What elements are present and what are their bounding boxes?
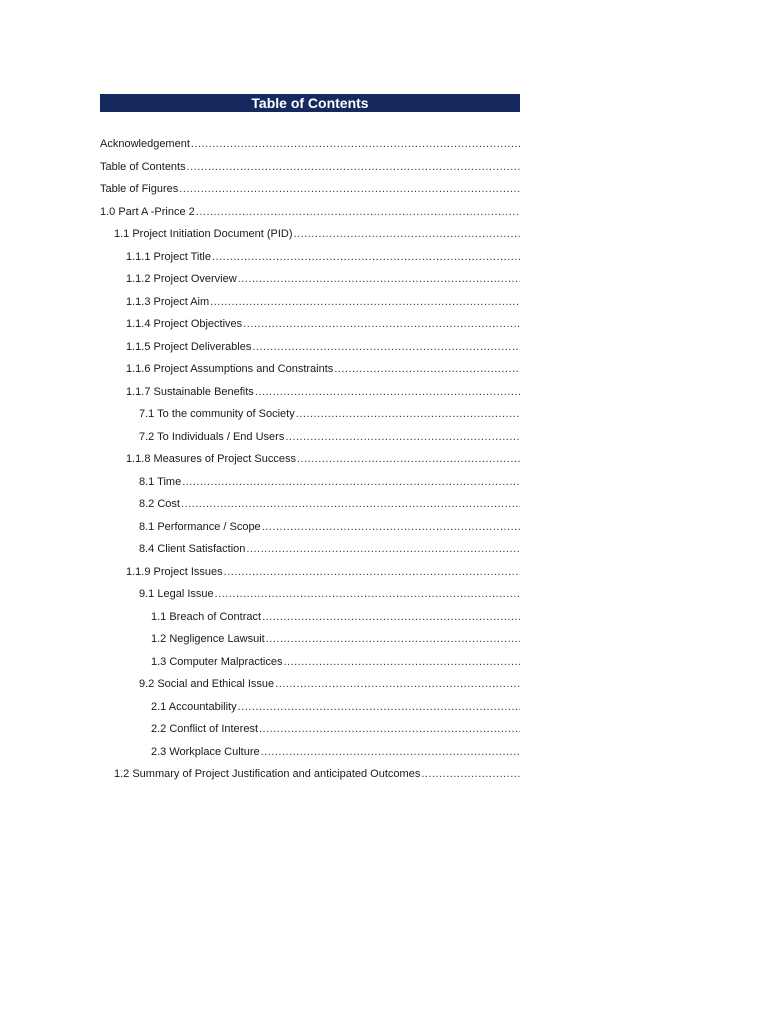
toc-entry[interactable] bbox=[0, 313, 768, 336]
toc-entry[interactable] bbox=[0, 516, 768, 539]
dot-leader bbox=[182, 471, 520, 494]
toc-entry[interactable] bbox=[0, 583, 768, 606]
toc-entry-label: 2.2 Conflict of Interest bbox=[151, 723, 258, 735]
toc-entry-label: Table of Contents bbox=[100, 160, 186, 173]
toc-entry-label: 9.2 Social and Ethical Issue bbox=[139, 678, 275, 690]
toc-entry[interactable] bbox=[0, 426, 768, 449]
toc-entry-label: 1.1 Breach of Contract bbox=[151, 610, 262, 623]
toc-entry-label: 7.1 To the community of Society bbox=[139, 408, 295, 420]
toc-entry[interactable] bbox=[0, 493, 768, 516]
dot-leader bbox=[297, 448, 520, 471]
dot-leader bbox=[296, 403, 520, 426]
toc-entry[interactable] bbox=[0, 448, 768, 471]
dot-leader bbox=[215, 583, 520, 606]
toc-entry-label: 9.1 Legal Issue bbox=[139, 588, 214, 600]
toc-entry[interactable] bbox=[0, 291, 768, 314]
toc-entry-label: 1.1.4 Project Objectives bbox=[126, 318, 243, 330]
dot-leader bbox=[421, 763, 520, 786]
toc-entry-label: 8.2 Cost bbox=[139, 498, 180, 510]
dot-leader bbox=[246, 538, 520, 561]
dot-leader bbox=[262, 516, 520, 539]
toc-entry-label: 1.1.5 Project Deliverables bbox=[126, 340, 252, 353]
toc-entry-label: 1.3 Computer Malpractices bbox=[151, 655, 283, 668]
dot-leader bbox=[262, 606, 520, 629]
dot-leader bbox=[210, 291, 520, 314]
toc-entry[interactable] bbox=[0, 223, 768, 246]
dot-leader bbox=[275, 673, 520, 696]
toc-title: Table of Contents bbox=[100, 94, 520, 112]
dot-leader bbox=[187, 156, 520, 179]
toc-entry-label: 1.1.8 Measures of Project Success bbox=[126, 453, 296, 465]
toc-entry-label: 1.1.6 Project Assumptions and Constraints bbox=[126, 363, 334, 375]
toc-entry[interactable] bbox=[0, 628, 768, 651]
dot-leader bbox=[294, 223, 520, 246]
toc-entry-label: 1.1.3 Project Aim bbox=[126, 295, 210, 308]
toc-entry-label: Acknowledgement bbox=[100, 138, 190, 150]
toc-entry-label: 1.1 Project Initiation Document (PID) bbox=[114, 228, 293, 240]
toc-entry-label: 2.1 Accountability bbox=[151, 700, 237, 713]
dot-leader bbox=[212, 246, 520, 269]
toc-entry-label: 1.1.9 Project Issues bbox=[126, 565, 223, 578]
dot-leader bbox=[181, 493, 520, 516]
dot-leader bbox=[238, 696, 520, 719]
toc-entry[interactable] bbox=[0, 246, 768, 269]
toc-entry-label: 1.2 Summary of Project Justification and anticipated Outcomes bbox=[114, 768, 421, 780]
toc-entry-label: 8.1 Time bbox=[139, 475, 182, 488]
dot-leader bbox=[255, 381, 520, 404]
toc-entry[interactable] bbox=[0, 696, 768, 719]
toc-entry[interactable] bbox=[0, 763, 768, 786]
dot-leader bbox=[196, 201, 520, 224]
toc-entry-label: 7.2 To Individuals / End Users bbox=[139, 430, 285, 443]
toc-entry-label: 1.1.2 Project Overview bbox=[126, 273, 237, 285]
toc-entry-label: 1.0 Part A -Prince 2 bbox=[100, 205, 195, 218]
toc-entry[interactable] bbox=[0, 718, 768, 741]
toc-entry[interactable] bbox=[0, 651, 768, 674]
toc-entry-label: 8.4 Client Satisfaction bbox=[139, 543, 246, 555]
toc-entry-label: Table of Figures bbox=[100, 183, 179, 195]
dot-leader bbox=[243, 313, 520, 336]
dot-leader bbox=[252, 336, 520, 359]
dot-leader bbox=[224, 561, 520, 584]
toc-entry[interactable] bbox=[0, 336, 768, 359]
dot-leader bbox=[238, 268, 520, 291]
toc-entry[interactable] bbox=[0, 606, 768, 629]
toc-entry[interactable] bbox=[0, 381, 768, 404]
toc-entry[interactable] bbox=[0, 133, 768, 156]
toc-entry[interactable] bbox=[0, 201, 768, 224]
toc-entry-label: 1.1.1 Project Title bbox=[126, 250, 211, 263]
toc-entry[interactable] bbox=[0, 561, 768, 584]
toc-entry-label: 2.3 Workplace Culture bbox=[151, 745, 260, 758]
dot-leader bbox=[261, 741, 520, 764]
toc-entry[interactable] bbox=[0, 673, 768, 696]
toc-entry-label: 8.1 Performance / Scope bbox=[139, 520, 261, 533]
toc-entry[interactable] bbox=[0, 403, 768, 426]
dot-leader bbox=[191, 133, 520, 156]
toc-entry[interactable] bbox=[0, 268, 768, 291]
dot-leader bbox=[334, 358, 520, 381]
toc-entry[interactable] bbox=[0, 358, 768, 381]
toc-list bbox=[0, 133, 768, 786]
dot-leader bbox=[266, 628, 520, 651]
dot-leader bbox=[179, 178, 520, 201]
toc-entry[interactable] bbox=[0, 538, 768, 561]
toc-entry-label: 1.1.7 Sustainable Benefits bbox=[126, 385, 254, 398]
toc-entry-label: 1.2 Negligence Lawsuit bbox=[151, 633, 265, 645]
dot-leader bbox=[259, 718, 520, 741]
toc-entry[interactable] bbox=[0, 156, 768, 179]
dot-leader bbox=[283, 651, 520, 674]
toc-entry[interactable] bbox=[0, 741, 768, 764]
dot-leader bbox=[285, 426, 520, 449]
toc-entry[interactable] bbox=[0, 471, 768, 494]
toc-entry[interactable] bbox=[0, 178, 768, 201]
